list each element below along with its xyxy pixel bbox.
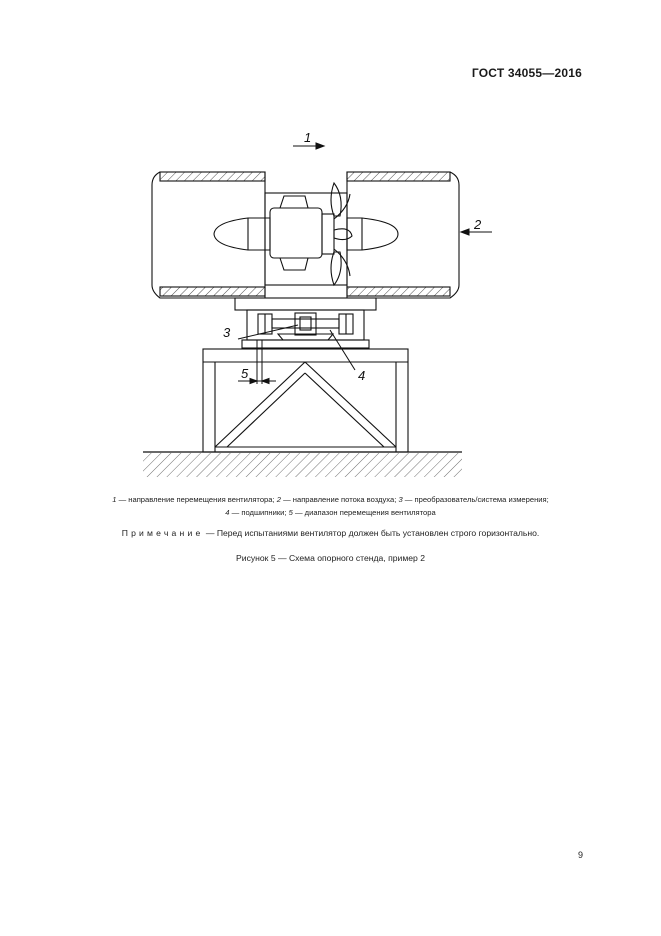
- figure-note: [0, 528, 661, 538]
- callout-4: 4: [358, 368, 366, 383]
- page-number: 9: [577, 850, 583, 860]
- standard-code: ГОСТ 34055—2016: [471, 66, 582, 80]
- legend-line-2: 4 — подшипники; 5 — диапазон перемещения вентилятора: [225, 508, 436, 517]
- callout-3: 3: [223, 325, 231, 340]
- figure-caption: Рисунок 5 — Схема опорного стенда, пример 2: [236, 553, 425, 563]
- legend-line-1: 1 — направление перемещения вентилятора; 2 — направление потока воздуха; 3 — преобразователь/система измерения;: [112, 495, 549, 504]
- note-text: — Перед испытаниями вентилятор должен быть установлен строго горизонтально.: [203, 528, 540, 538]
- note-prefix: Примечание: [121, 528, 204, 538]
- callout-1: 1: [304, 130, 312, 145]
- callout-2: 2: [474, 217, 482, 232]
- callout-5: 5: [241, 366, 249, 381]
